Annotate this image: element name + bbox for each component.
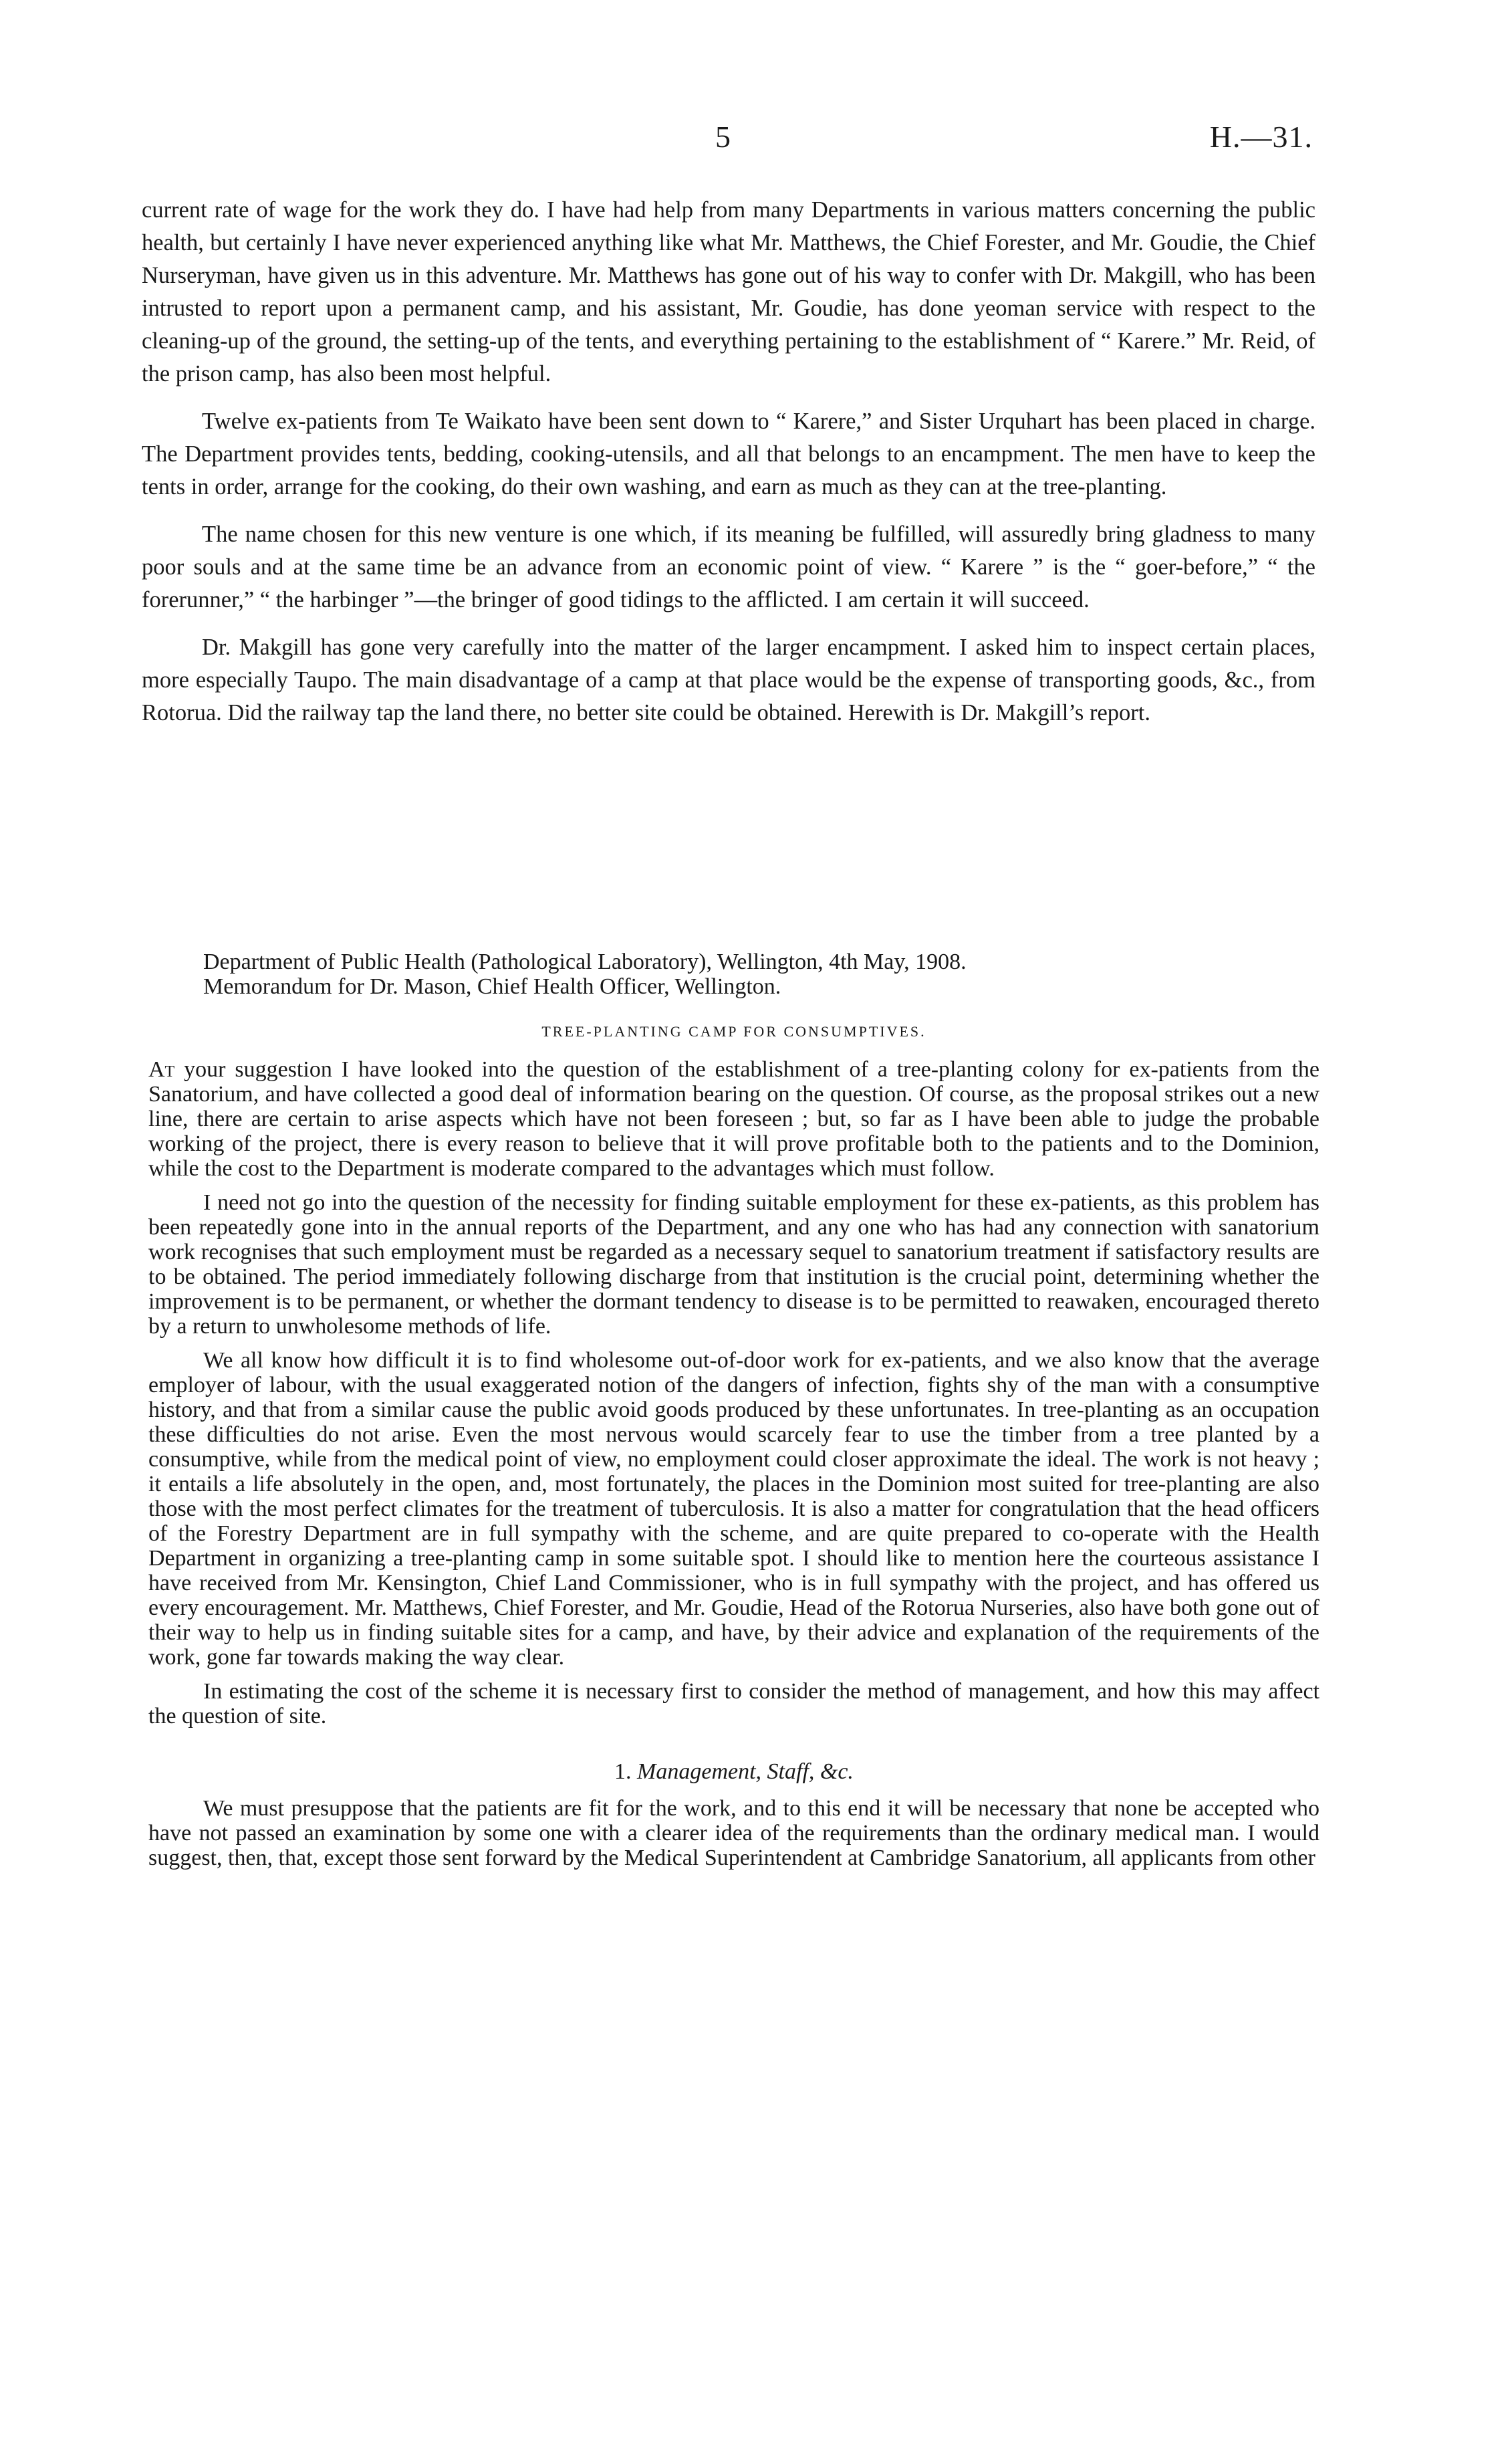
memorandum-block [148,949,1320,1880]
memo-title: TREE-PLANTING CAMP FOR CONSUMPTIVES. [541,1023,926,1040]
memo-paragraph: We must presuppose that the patients are fit for the work, and to this end it will be necessary that none be accepted who have not passed an examination by some one with a clearer idea of the requirements than the ordinary medical man. I would suggest, then, that, except those sent forward by the Medical Superintendent at Cambridge Sanatorium, all applicants from other [148,1796,1320,1870]
intro-text-block [142,194,1315,744]
memo-dateline: Department of Public Health (Pathological Laboratory), Wellington, 4th May, 1908. [203,949,967,974]
intro-paragraph: current rate of wage for the work they do. I have had help from many Departments in various matters concerning the public health, but certainly I have never experienced anything like what Mr. Matthews, the Chief Forester, and Mr. Goudie, the Chief Nurseryman, have given us in this adventure. Mr. Matthews has gone out of his way to confer with Dr. Makgill, who has been intrusted to report upon a permanent camp, and his assistant, Mr. Goudie, has done yeoman service with respect to the cleaning-up of the ground, the setting-up of the tents, and everything pertaining to the establishment of “ Karere.” Mr. Reid, of the prison camp, has also been most helpful. [142,197,1315,386]
intro-paragraph: The name chosen for this new venture is one which, if its meaning be fulfilled, will assuredly bring gladness to many poor souls and at the same time be an advance from an economic point of view. “ Karere ” is the “ goer-before,” “ the forerunner,” “ the harbinger ”—the bringer of good tidings to the afflicted. I am certain it will succeed. [142,522,1315,612]
intro-paragraph: Dr. Makgill has gone very carefully into the matter of the larger encampment. I asked him to inspect certain places, more especially Taupo. The main disadvantage of a camp at that place would be the expense of transporting goods, &c., from Rotorua. Did the railway tap the land there, no better site could be obtained. Herewith is Dr. Makgill’s report. [142,635,1315,725]
section-heading-text: Management, Staff, &c. [637,1759,854,1784]
memo-addressee: Memorandum for Dr. Mason, Chief Health Officer, Wellington. [203,974,781,999]
memo-paragraph: I need not go into the question of the necessity for finding suitable employment for these ex-patients, as this problem has been repeatedly gone into in the annual reports of the Department, and any one who has had any connection with sanatorium work recognises that such employment must be regarded as a necessary sequel to sanatorium treatment if satisfactory results are to be obtained. The period immediately following discharge from that institution is the crucial point, determining whether the improvement is to be permanent, or whether the dormant tendency to disease is to be permitted to reawaken, encouraged thereto by a return to unwholesome methods of life. [148,1190,1320,1339]
memo-first-paragraph-text: your suggestion I have looked into the question of the establishment of a tree-planting colony for ex-patients from the Sanatorium, and have collected a good deal of information bearing on the question. Of course, as the proposal strikes out a new line, there are certain to arise aspects which have not been foreseen ; but, so far as I have been able to judge the probable working of the project, there is every reason to believe that it will prove profitable both to the patients and to the Dominion, while the cost to the Department is moderate compared to the advantages which must follow. [148,1057,1320,1181]
intro-paragraph: Twelve ex-patients from Te Waikato have been sent down to “ Karere,” and Sister Urquhart has been placed in charge. The Department provides tents, bedding, cooking-utensils, and all that belongs to an encampment. The men have to keep the tents in order, arrange for the cooking, do their own washing, and earn as much as they can at the tree-planting. [142,409,1315,499]
memo-paragraph: We all know how difficult it is to find wholesome out-of-door work for ex-patients, and we also know that the average employer of labour, with the usual exaggerated notion of the dangers of infection, fights shy of the man with a consumptive history, and that from a similar cause the public avoid goods produced by these unfortunates. In tree-planting as an occupation these difficulties do not arise. Even the most nervous would scarcely fear to use the timber from a tree planted by a consumptive, while from the medical point of view, no employment could closer approximate the ideal. The work is not heavy ; it entails a life absolutely in the open, and, most fortunately, the places in the Dominion most suited for tree-planting are also those with the most perfect climates for the treatment of tuberculosis. It is also a matter for congratulation that the head officers of the Forestry Department are in full sympathy with the scheme, and are quite prepared to co-operate with the Health Department in organizing a tree-planting camp in some suitable spot. I should like to mention here the courteous assistance I have received from Mr. Kensington, Chief Land Commissioner, who is in full sympathy with the project, and has offered us every encouragement. Mr. Matthews, Chief Forester, and Mr. Goudie, Head of the Rotorua Nurseries, also have both gone out of their way to help us in finding suitable sites for a camp, and have, by their advice and explanation of the requirements of the work, gone far towards making the way clear. [148,1348,1320,1670]
section-heading [148,1759,1320,1784]
document-reference: H.—31. [1209,120,1313,154]
section-heading-number: 1. [614,1759,632,1784]
page-number: 5 [715,120,731,154]
memo-paragraph: In estimating the cost of the scheme it is necessary first to consider the method of management, and how this may affect the question of site. [148,1679,1320,1728]
memo-first-words: At [148,1057,175,1082]
memo-paragraph [148,1057,1320,1181]
